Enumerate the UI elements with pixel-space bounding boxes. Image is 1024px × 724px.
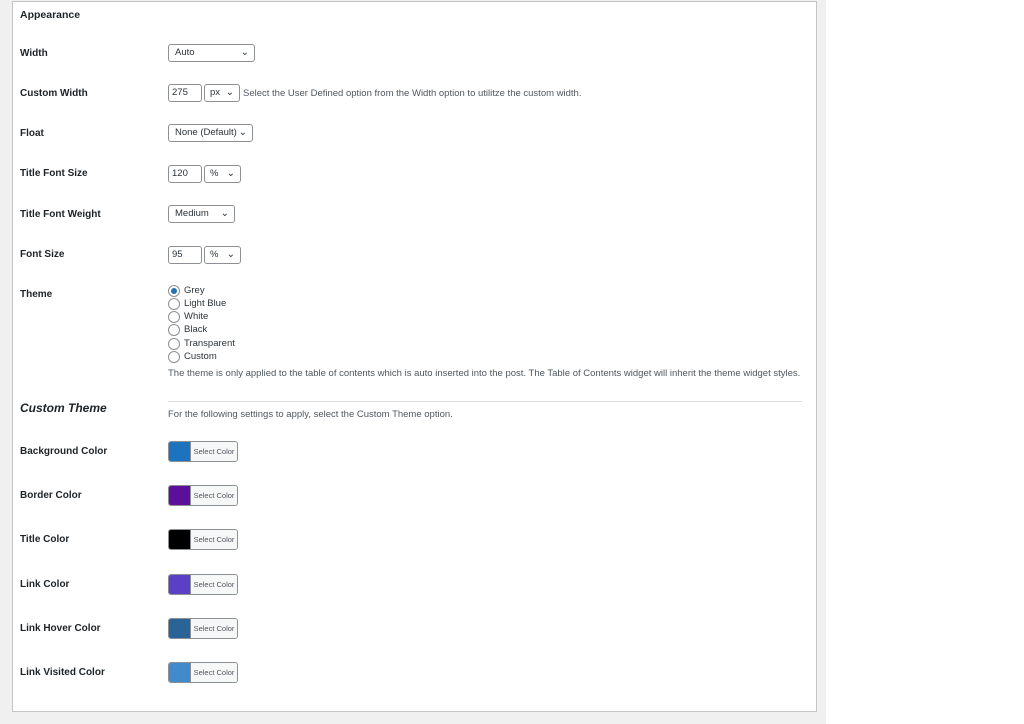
font-size-unit-value: % xyxy=(210,249,219,260)
title-color-picker[interactable] xyxy=(168,529,238,550)
background-color-label: Background Color xyxy=(20,446,108,457)
radio-button[interactable] xyxy=(168,338,180,350)
float-label: Float xyxy=(20,128,44,139)
theme-option-label: Light Blue xyxy=(184,298,227,309)
chevron-down-icon: ⌄ xyxy=(225,87,234,98)
theme-option-label: White xyxy=(184,311,209,322)
float-select[interactable] xyxy=(168,124,253,142)
custom-width-unit-select[interactable] xyxy=(204,84,240,102)
color-swatch xyxy=(169,530,190,549)
border-color-picker[interactable] xyxy=(168,485,238,506)
color-swatch xyxy=(169,442,190,461)
title-font-weight-label: Title Font Weight xyxy=(20,209,101,220)
radio-button[interactable] xyxy=(168,298,180,310)
color-swatch xyxy=(169,486,190,505)
width-label: Width xyxy=(20,48,48,59)
link-visited-color-picker[interactable] xyxy=(168,662,238,683)
select-color-label: Select Color xyxy=(190,575,237,594)
radio-button[interactable] xyxy=(168,311,180,323)
chevron-down-icon: ⌄ xyxy=(220,208,229,219)
title-font-size-unit-value: % xyxy=(210,168,219,179)
font-size-input[interactable]: 95 xyxy=(168,246,202,264)
radio-button[interactable] xyxy=(168,324,180,336)
theme-option-label: Black xyxy=(184,324,208,335)
theme-label: Theme xyxy=(20,289,53,300)
select-color-label: Select Color xyxy=(190,442,237,461)
title-font-weight-select[interactable] xyxy=(168,205,235,223)
width-select[interactable] xyxy=(168,44,255,62)
width-select-value: Auto xyxy=(175,47,195,58)
custom-width-label: Custom Width xyxy=(20,88,88,99)
background-color-picker[interactable] xyxy=(168,441,238,462)
link-hover-color-label: Link Hover Color xyxy=(20,623,101,634)
select-color-label: Select Color xyxy=(190,663,237,682)
color-swatch xyxy=(169,619,190,638)
link-visited-color-label: Link Visited Color xyxy=(20,667,105,678)
chevron-down-icon: ⌄ xyxy=(238,127,247,138)
theme-description: The theme is only applied to the table of contents which is auto inserted into the post. The Table of Contents widget will inherit the theme widget styles. xyxy=(168,368,801,379)
radio-button[interactable] xyxy=(168,285,180,297)
custom-theme-description: For the following settings to apply, select the Custom Theme option. xyxy=(168,409,453,420)
theme-option-label: Custom xyxy=(184,351,217,362)
custom-width-input[interactable]: 275 xyxy=(168,84,202,102)
font-size-label: Font Size xyxy=(20,249,65,260)
select-color-label: Select Color xyxy=(190,619,237,638)
title-font-size-label: Title Font Size xyxy=(20,168,88,179)
theme-option-label: Grey xyxy=(184,285,205,296)
custom-width-description: Select the User Defined option from the Width option to utilitze the custom width. xyxy=(243,88,582,99)
font-size-unit-select[interactable] xyxy=(204,246,241,264)
chevron-down-icon: ⌄ xyxy=(226,249,235,260)
chevron-down-icon: ⌄ xyxy=(226,168,235,179)
title-color-label: Title Color xyxy=(20,534,70,545)
title-font-weight-value: Medium xyxy=(175,208,209,219)
settings-panel xyxy=(12,1,817,712)
theme-option-label: Transparent xyxy=(184,338,235,349)
chevron-down-icon: ⌄ xyxy=(240,47,249,58)
radio-button[interactable] xyxy=(168,351,180,363)
float-select-value: None (Default) xyxy=(175,127,237,138)
link-color-label: Link Color xyxy=(20,579,70,590)
custom-theme-heading: Custom Theme xyxy=(20,401,107,415)
border-color-label: Border Color xyxy=(20,490,82,501)
link-color-picker[interactable] xyxy=(168,574,238,595)
color-swatch xyxy=(169,663,190,682)
title-font-size-unit-select[interactable] xyxy=(204,165,241,183)
section-title: Appearance xyxy=(20,9,81,21)
select-color-label: Select Color xyxy=(190,530,237,549)
custom-width-unit-value: px xyxy=(210,87,221,98)
divider xyxy=(168,401,802,402)
title-font-size-input[interactable]: 120 xyxy=(168,165,202,183)
select-color-label: Select Color xyxy=(190,486,237,505)
color-swatch xyxy=(169,575,190,594)
link-hover-color-picker[interactable] xyxy=(168,618,238,639)
